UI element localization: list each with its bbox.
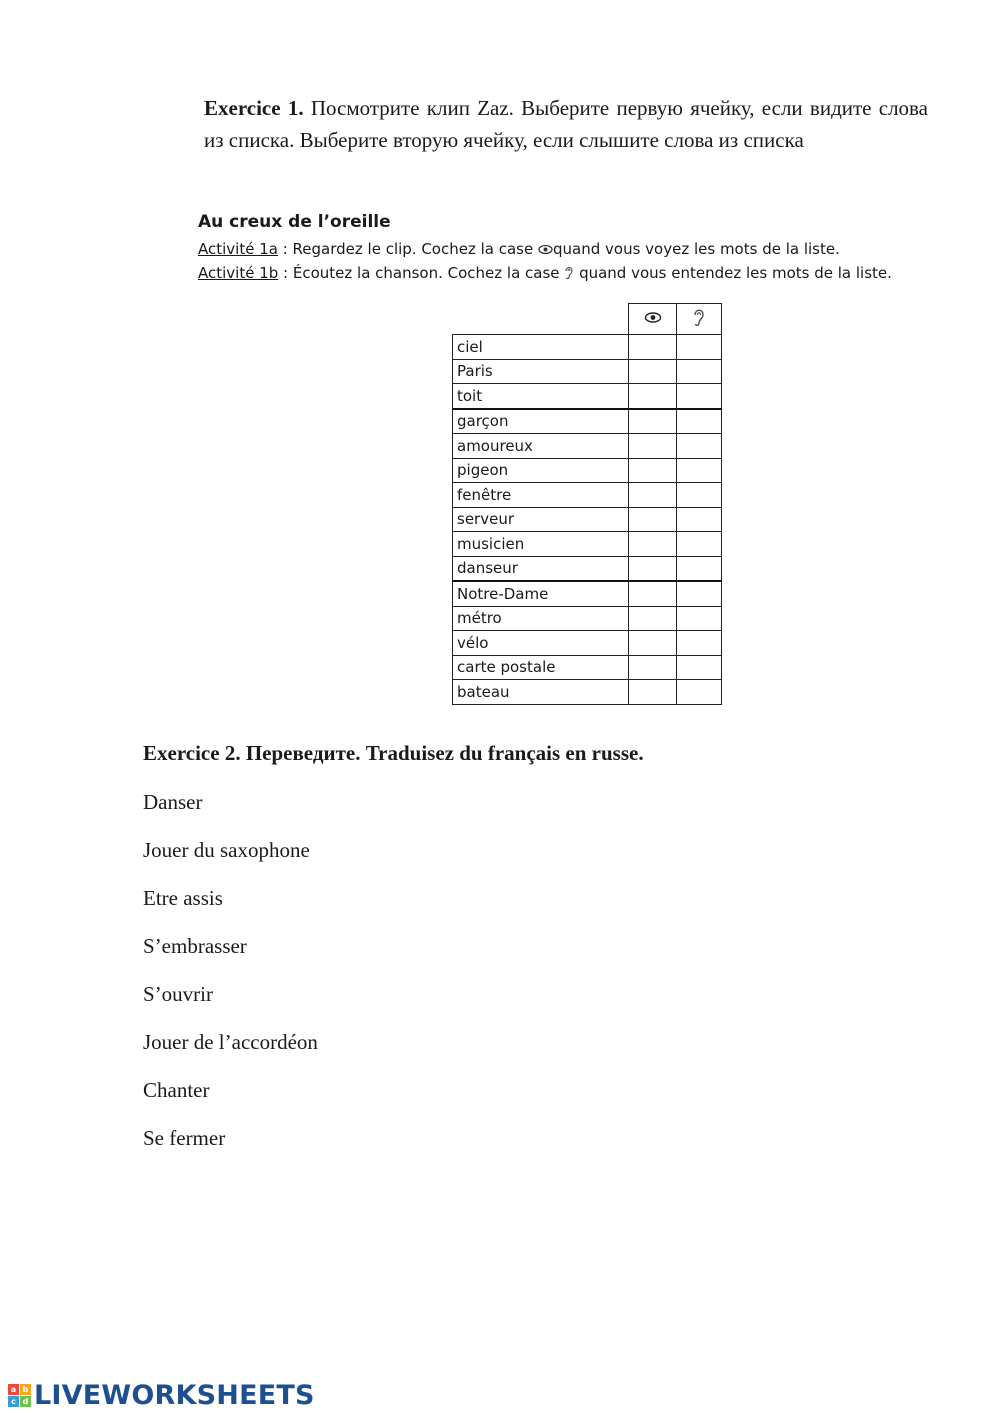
table-row: [453, 384, 722, 409]
see-checkbox-cell[interactable]: [629, 434, 677, 459]
word-cell: danseur: [453, 556, 629, 581]
see-checkbox-cell[interactable]: [629, 631, 677, 656]
logo-mark-tile: a: [8, 1384, 19, 1395]
word-cell: pigeon: [453, 458, 629, 483]
table-row: [453, 483, 722, 508]
hear-checkbox-cell[interactable]: [677, 458, 722, 483]
vocabulary-table: [452, 303, 722, 705]
hear-checkbox-cell[interactable]: [677, 532, 722, 557]
activity-1a-text-before: : Regardez le clip. Cochez la case: [277, 240, 538, 258]
hear-checkbox-cell[interactable]: [677, 655, 722, 680]
table-header-empty: [453, 304, 629, 335]
see-checkbox-cell[interactable]: [629, 359, 677, 384]
see-checkbox-cell[interactable]: [629, 335, 677, 360]
table-row: [453, 409, 722, 434]
see-checkbox-cell[interactable]: [629, 458, 677, 483]
eye-icon: [644, 310, 662, 328]
eye-icon: [538, 242, 553, 260]
see-checkbox-cell[interactable]: [629, 532, 677, 557]
see-checkbox-cell[interactable]: [629, 581, 677, 606]
table-row: [453, 631, 722, 656]
activity-1b-label: Activité 1b: [198, 264, 279, 282]
logo-mark-tile: b: [20, 1384, 31, 1395]
see-checkbox-cell[interactable]: [629, 556, 677, 581]
hear-checkbox-cell[interactable]: [677, 434, 722, 459]
table-row: [453, 434, 722, 459]
see-checkbox-cell[interactable]: [629, 507, 677, 532]
word-cell: métro: [453, 606, 629, 631]
song-title: Au creux de l’oreille: [198, 212, 391, 232]
activity-1b: [198, 264, 892, 284]
phrase-item: S’ouvrir: [143, 982, 213, 1006]
exercise1-instruction: [204, 92, 928, 156]
word-cell: ciel: [453, 335, 629, 360]
ear-icon: [693, 313, 705, 331]
activity-1b-text-before: : Écoutez la chanson. Cochez la case: [278, 264, 565, 282]
see-checkbox-cell[interactable]: [629, 483, 677, 508]
word-cell: musicien: [453, 532, 629, 557]
exercise1-heading: Exercice 1.: [204, 96, 304, 120]
liveworksheets-logo: [8, 1380, 315, 1411]
table-row: [453, 458, 722, 483]
logo-text: LIVEWORKSHEETS: [34, 1380, 315, 1411]
see-checkbox-cell[interactable]: [629, 655, 677, 680]
see-column-header: [629, 304, 677, 335]
word-cell: vélo: [453, 631, 629, 656]
table-row: [453, 359, 722, 384]
word-cell: serveur: [453, 507, 629, 532]
phrase-list: [143, 788, 318, 1172]
activity-1a-text-after: quand vous voyez les mots de la liste.: [553, 240, 840, 258]
hear-checkbox-cell[interactable]: [677, 581, 722, 606]
phrase-item: Danser: [143, 790, 203, 814]
table-row: [453, 335, 722, 360]
phrase-item: Etre assis: [143, 886, 223, 910]
phrase-item: Jouer du saxophone: [143, 838, 310, 862]
see-checkbox-cell[interactable]: [629, 680, 677, 705]
word-cell: amoureux: [453, 434, 629, 459]
see-checkbox-cell[interactable]: [629, 606, 677, 631]
table-header-row: [453, 304, 722, 335]
hear-checkbox-cell[interactable]: [677, 680, 722, 705]
word-cell: fenêtre: [453, 483, 629, 508]
word-cell: Paris: [453, 359, 629, 384]
phrase-item: Se fermer: [143, 1126, 226, 1150]
word-cell: garçon: [453, 409, 629, 434]
exercise1-text: Посмотрите клип Zaz. Выберите первую ячейку, если видите слова из списка. Выберите вторую ячейку, если слышите слова из списка: [204, 96, 929, 152]
word-cell: toit: [453, 384, 629, 409]
hear-checkbox-cell[interactable]: [677, 507, 722, 532]
word-cell: bateau: [453, 680, 629, 705]
exercise2-title: Exercice 2. Переведите. Traduisez du français en russe.: [143, 741, 644, 765]
table-row: [453, 606, 722, 631]
table-row: [453, 680, 722, 705]
activity-1a: [198, 240, 840, 260]
hear-column-header: [677, 304, 722, 335]
see-checkbox-cell[interactable]: [629, 384, 677, 409]
table-row: [453, 507, 722, 532]
hear-checkbox-cell[interactable]: [677, 359, 722, 384]
table-row: [453, 556, 722, 581]
activity-1b-text-after: quand vous entendez les mots de la liste.: [574, 264, 892, 282]
logo-mark-tile: d: [20, 1396, 31, 1407]
hear-checkbox-cell[interactable]: [677, 409, 722, 434]
logo-mark-tile: c: [8, 1396, 19, 1407]
table-row: [453, 655, 722, 680]
table-row: [453, 532, 722, 557]
logo-mark-icon: [8, 1384, 31, 1407]
phrase-item: Chanter: [143, 1078, 210, 1102]
word-cell: Notre-Dame: [453, 581, 629, 606]
hear-checkbox-cell[interactable]: [677, 483, 722, 508]
hear-checkbox-cell[interactable]: [677, 631, 722, 656]
phrase-item: S’embrasser: [143, 934, 247, 958]
hear-checkbox-cell[interactable]: [677, 335, 722, 360]
hear-checkbox-cell[interactable]: [677, 606, 722, 631]
activity-1a-label: Activité 1a: [198, 240, 278, 258]
hear-checkbox-cell[interactable]: [677, 384, 722, 409]
hear-checkbox-cell[interactable]: [677, 556, 722, 581]
phrase-item: Jouer de l’accordéon: [143, 1030, 318, 1054]
table-row: [453, 581, 722, 606]
see-checkbox-cell[interactable]: [629, 409, 677, 434]
ear-icon: [564, 265, 574, 284]
word-cell: carte postale: [453, 655, 629, 680]
